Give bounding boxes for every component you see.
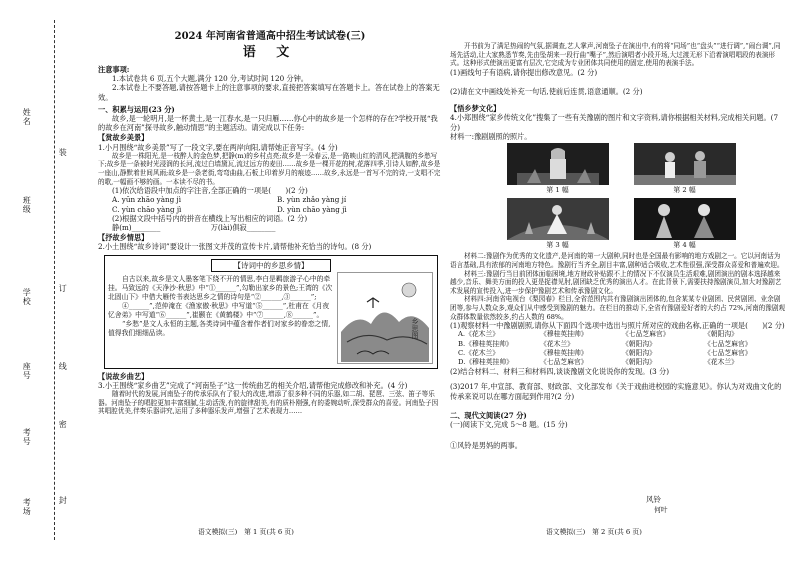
opera-photo [631,198,738,250]
subject-title: 语 文 [242,45,298,60]
task-heading: 【说故乡曲艺】 [98,371,149,381]
page-footer-right: 语文模拟(三) 第 2 页(共 6 页) [546,528,642,536]
photo-caption: 第 2 幅 [673,186,696,194]
question-1-passage: 故乡是一株阳光,是一枝醉人的金色梦,把静(m)的乡村点亮;故乡是一朵春云,是一路映山红的清风,把满腹的乡愁写下;故乡是一条被时光浸润的长河,流过白墙黛瓦,流过远方的麦田……故乡是一棵开花的树,花落四季,引诗人如醉,故乡是一座山,静默着世间风雨;故乡是一条老街,弯弯曲曲,石板上印着岁月的痕迹……故乡,永远是一首写不完的诗,一支唱不完的歌,一幅画不够的画。一本读不尽的书。 [98,151,441,186]
section-subheading: (一)阅读下文,完成 5～8 题。(15 分) [450,419,568,429]
opera-stage-image [634,198,736,240]
option-c-4: 《七品芝麻官》 [704,348,752,357]
option-b-2: 《花木兰》 [540,339,574,348]
seat-label: 座号 [22,362,32,380]
section-heading: 一、积累与运用(23 分) [98,104,175,114]
page-right [450,42,786,450]
option-a-1: A.《花木兰》 [458,330,500,339]
question-1: 1.小月围绕“故乡美景”写了一段文字,要在两岸向阳,请帮她正音写字。(4 分) [98,142,338,152]
name-label: 姓名 [22,108,32,126]
notice-item: 2.本试卷上不要答题,请按答题卡上的注意事项的要求,直接把答案填写在答题卡上。答在试卷上的答案无效。 [98,83,440,102]
binding-margin [0,0,96,561]
option-d-3: 《朝阳沟》 [622,357,656,366]
option-a-2: 《穆桂英挂帅》 [540,330,588,339]
seal-char: 密 [58,420,68,429]
card-paragraph: 自古以来,故乡是文人墨客笔下绕不开的情思,李白是羁旅游子心中的牵挂。马致远的《天净沙·秋思》中“①______”,勾勒出家乡的景色;王湾的《次北固山下》中借大雁传书表达思乡之情的诗句是“②______,③______”; [108,274,333,301]
opera-photo [631,143,738,195]
task-heading: 【赏故乡美景】 [98,133,149,143]
notice-item: 1.本试卷共 6 页,五个大题,满分 120 分,考试时间 120 分钟。 [112,74,308,84]
question-4-sub3: (3)2017 年,中宣部、教育部、财政部、文化部发布《关于戏曲进校园的实施意见》。你认为对戏曲文化的传承来说可以在哪方面起到作用?(2 分) [450,382,782,401]
option-b: B. yùn zhǎo yàng jí [277,195,347,205]
question-3-passage-cont: 开书前为了满足热闹的气氛,据调查,艺人掌声,河南坠子在演出中,有的将“同场”也“盘头”“进行调”,“闹台调”,同场先活动,让大家熟悉节奏,先由坠胡来一段行曲“嘴子”,然后演唱者小段开场,大过渡无形下沿着演唱唱段的表演形式。这种形式使演出更富有层次,它完成为专业团体共同使用的固定,使用的表演手法。 [450,42,781,68]
task-heading: 【悟乡梦文化】 [450,104,501,114]
room-label: 考场 [22,498,32,516]
page-footer-left: 语文模拟(三) 第 1 页(共 6 页) [198,528,294,536]
question-1-sub2: (2)根据文段中括号内的拼音在横线上写出相应的词语。(2 分) [112,213,308,223]
opera-photo-grid [450,141,786,252]
seal-line [54,20,55,540]
exam-title: 2024 年河南省普通高中招生考试试卷(三) [174,31,366,42]
option-a-3: 《七品芝麻官》 [622,330,670,339]
material-1-label: 材料一:豫剧剧照的照片。 [450,131,532,141]
question-3-sub2: (2)请在文中画线处补充一句话,使前后连贯,语意通顺。(2 分) [450,86,643,96]
option-c-3: 《朝阳沟》 [622,348,656,357]
card-art-label: 乡思图 [411,317,419,339]
opera-photo [504,198,611,250]
opera-stage-image [507,198,609,240]
ink-painting-illustration [337,272,433,364]
option-c: C. yùn chāo yàng jì [112,204,182,214]
question-2: 2.小土围绕“故乡诗词”要设计一张图文并茂的宣传卡片,请帮他补充恰当的诗句。(8 分) [98,242,372,252]
question-3-sub1: (1)画线句子有语病,请你提出修改意见。(2 分) [450,67,598,77]
opera-photo [504,143,611,195]
option-d-1: D.《穆桂英挂帅》 [458,357,513,366]
photo-caption: 第 1 幅 [546,186,569,194]
notice-heading: 注意事项: [98,65,130,74]
question-4-sub2: (2)结合材料二、材料三和材料四,谈谈豫剧文化说说你的发现。(3 分) [450,367,669,377]
option-d: D. yùn chāo yàng jì [277,204,347,214]
photo-caption: 第 4 幅 [673,241,696,250]
option-d-4: 《花木兰》 [704,357,738,366]
school-label: 学校 [22,288,32,306]
question-1-sub1: (1)依次给语段中加点的字注音,全部正确的一项是( )(2 分) [112,186,308,196]
option-c-2: 《穆桂英挂帅》 [540,348,588,357]
option-b-1: B.《穆桂英挂帅》 [458,339,513,348]
question-4-options [450,330,786,367]
opera-stage-image [634,143,736,185]
card-paragraph: “乡愁”是文人永恒的主题,各类诗词中蕴含着作者们对家乡的眷恋之情,值得我们细细品读。 [108,319,331,337]
page-left [98,30,442,416]
task-heading: 【抒故乡情思】 [98,233,149,243]
question-4: 4.小郑围绕“家乡传统文化”搜集了一些有关豫剧的图片和文字资料,请你根据相关材料,完成相关问题。(7 分) [450,113,779,132]
class-label: 班级 [22,196,32,214]
passage-author: 何叶 [654,506,668,514]
photo-caption: 第 3 幅 [546,241,569,250]
card-title: 【诗词中的乡思乡情】 [211,259,331,272]
poetry-card [104,255,438,369]
opera-stage-image [507,143,609,185]
question-3-passage: 随着时代的发展,河南坠子的传承乐队有了很大的改进,增添了很多种不同的乐器,如二胡、琵琶、三弦、笛子等乐器。河南坠子的唱腔更加丰富细腻,生动活泼,有的旋律甜美,有的质朴刚强,有的委婉动听,深受群众的喜爱。河南坠子因其唱腔优美,伴奏乐器讲究,运用了多种器乐发声,增强了艺术表现力…… [98,390,439,416]
option-a-4: 《朝阳沟》 [704,330,738,339]
option-a: A. yūn zhāo yàng jì [112,195,182,205]
seal-char: 装 [58,148,68,157]
option-b-4: 《七品芝麻官》 [704,339,752,348]
option-c-1: C.《花木兰》 [458,348,500,357]
passage-first-line: ①风铃是男妈的两事。 [450,441,522,451]
material-2: 材料二:豫剧作为优秀的文化遗产,是河南的第一大剧种,同时也是全国最有影响的地方戏剧之一。它以河南话为语言基础,具有浓郁的河南地方特色。豫剧行当齐全,剧目丰富,剧种适合吸收,艺术性很强,深受群众喜爱和普遍欢迎。 [450,252,784,269]
card-paragraph: ④______”,范仲淹在《渔家傲·秋思》中写道“⑤______”,杜甫在《月夜忆舍弟》中写道“⑥______”,崔颢在《黄鹤楼》中“⑦______,⑧______”。 [108,301,330,319]
seal-char: 封 [58,496,68,505]
option-d-2: 《七品芝麻官》 [540,357,588,366]
question-1-options [98,195,442,213]
question-1-blanks: 静(m)________ 万(lài)俱寂________ [112,223,276,233]
section-intro: 故乡,是一轮明月,是一杯黄土,是一江春水,是一只归雁……你心中的故乡是一个怎样的存在?学校开展“我的故乡在河南”探寻故乡,触动情思”的主题活动。请完成以下任务: [98,114,438,133]
option-b-3: 《朝阳沟》 [622,339,656,348]
material-3: 材料三:豫剧行当目前团体面临困境,地方财政补贴跟不上的情况下不仅演员生活艰难,剧团演出的剧本选择越来越少,音乐、舞美方面的投入更是捉襟见肘,剧团缺乏优秀的演出人才。在此背景下,需要扶持豫剧演员,加大对豫剧艺术发展的宣传投入,进一步保护豫剧艺术和传承豫剧文化。 [450,269,782,295]
seal-char: 订 [58,284,68,293]
material-4: 材料四:河南省电视台《梨园春》栏目,全省范围内共有豫剧演出团体的,包含某某专业剧团、民营剧团、业余剧团等,参与人数众多,观众们从中感受到豫剧的魅力。在栏目的推动下,全省有豫剧爱好者的大约占 72%,河南的豫剧观众群体数量依然较多,约占人数的 68%。 [450,295,786,321]
exam-no-label: 考号 [22,428,32,446]
seal-char: 线 [58,362,68,371]
passage-title: 风铃 [646,495,661,504]
section-heading: 二、现代文阅读(27 分) [450,410,527,420]
question-4-sub1: (1)观察材料一中豫剧剧照,请你从下面四个选项中选出与照片所对应的戏曲名称,正确的一项是( )(2 分) [450,321,785,331]
question-3: 3.小王围绕“家乡曲艺”完成了“河南坠子”这一传统曲艺的相关介绍,请帮他完成修改和补充。(4 分) [98,380,408,390]
card-text [108,275,334,338]
